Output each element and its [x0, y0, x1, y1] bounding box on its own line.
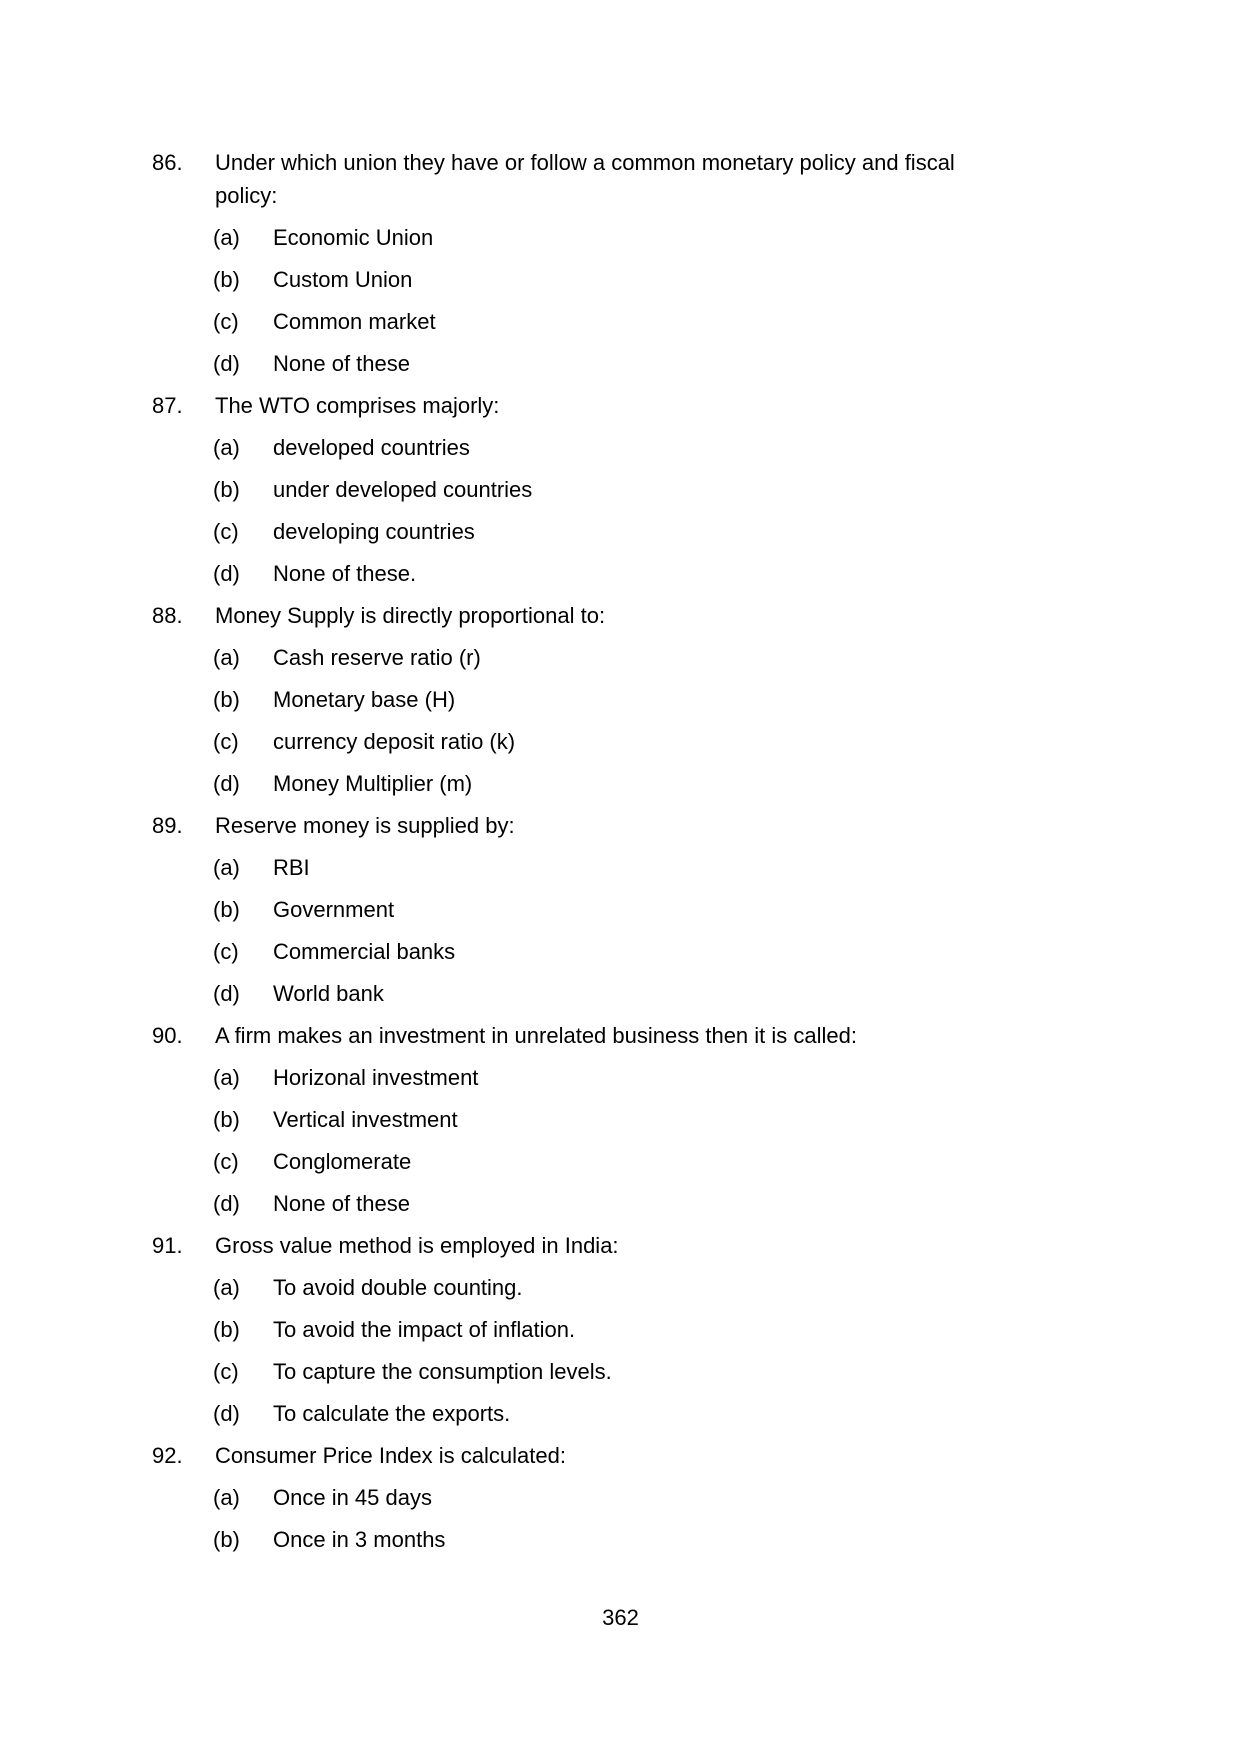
option-label: (b)	[213, 1317, 240, 1342]
option-label: (d)	[213, 981, 240, 1006]
option-row	[213, 305, 1181, 338]
option-text: Custom Union	[273, 267, 413, 292]
option-row	[213, 935, 1181, 968]
question-text: A firm makes an investment in unrelated business then it is called:	[215, 1023, 857, 1048]
question-number: 88.	[152, 603, 183, 628]
option-row	[213, 725, 1181, 758]
option-label: (a)	[213, 1485, 240, 1510]
option-text: currency deposit ratio (k)	[273, 729, 516, 754]
option-text: None of these	[273, 351, 410, 376]
option-row	[213, 1355, 1181, 1388]
option-label: (c)	[213, 939, 239, 964]
option-label: (a)	[213, 225, 240, 250]
option-row	[213, 977, 1181, 1010]
option-row	[213, 1145, 1181, 1178]
option-text: To capture the consumption levels.	[273, 1359, 612, 1384]
option-text: Common market	[273, 309, 436, 334]
option-row	[213, 557, 1181, 590]
option-label: (a)	[213, 435, 240, 460]
option-label: (a)	[213, 645, 240, 670]
option-label: (a)	[213, 1065, 240, 1090]
option-label: (b)	[213, 1527, 240, 1552]
page-footer	[0, 1601, 1241, 1634]
question-item	[152, 389, 1181, 590]
question-text: The WTO comprises majorly:	[215, 393, 500, 418]
option-text: Once in 3 months	[273, 1527, 446, 1552]
option-row	[213, 347, 1181, 380]
question-item	[152, 146, 1181, 380]
option-text: To calculate the exports.	[273, 1401, 511, 1426]
option-text: None of these	[273, 1191, 410, 1216]
option-row	[213, 767, 1181, 800]
option-row	[213, 515, 1181, 548]
question-row	[152, 146, 1181, 212]
option-text: To avoid double counting.	[273, 1275, 523, 1300]
option-label: (d)	[213, 561, 240, 586]
option-label: (d)	[213, 1401, 240, 1426]
question-row	[152, 809, 1181, 842]
option-row	[213, 1523, 1181, 1556]
option-text: None of these.	[273, 561, 417, 586]
question-row	[152, 599, 1181, 632]
option-row	[213, 1481, 1181, 1514]
question-row	[152, 1229, 1181, 1262]
option-text: Government	[273, 897, 395, 922]
option-text: Conglomerate	[273, 1149, 412, 1174]
question-text: Gross value method is employed in India:	[215, 1233, 619, 1258]
option-row	[213, 1061, 1181, 1094]
question-number: 87.	[152, 393, 183, 418]
option-label: (a)	[213, 1275, 240, 1300]
option-label: (c)	[213, 1359, 239, 1384]
option-row	[213, 263, 1181, 296]
option-label: (b)	[213, 897, 240, 922]
option-label: (d)	[213, 1191, 240, 1216]
question-item	[152, 809, 1181, 1010]
question-text: Reserve money is supplied by:	[215, 813, 515, 838]
option-text: World bank	[273, 981, 384, 1006]
option-row	[213, 1187, 1181, 1220]
option-label: (c)	[213, 729, 239, 754]
option-row	[213, 1397, 1181, 1430]
option-text: To avoid the impact of inflation.	[273, 1317, 576, 1342]
option-label: (c)	[213, 309, 239, 334]
question-number: 86.	[152, 150, 183, 175]
question-text: Money Supply is directly proportional to:	[215, 603, 606, 628]
option-text: developing countries	[273, 519, 475, 544]
option-label: (a)	[213, 855, 240, 880]
option-row	[213, 473, 1181, 506]
option-text: Commercial banks	[273, 939, 456, 964]
option-label: (b)	[213, 477, 240, 502]
option-label: (d)	[213, 771, 240, 796]
option-label: (c)	[213, 1149, 239, 1174]
question-text: Consumer Price Index is calculated:	[215, 1443, 566, 1468]
option-label: (c)	[213, 519, 239, 544]
question-item	[152, 1019, 1181, 1220]
option-row	[213, 641, 1181, 674]
question-row	[152, 1019, 1181, 1052]
option-text: Money Multiplier (m)	[273, 771, 473, 796]
option-text: Horizonal investment	[273, 1065, 479, 1090]
option-text: Economic Union	[273, 225, 434, 250]
option-text: RBI	[273, 855, 310, 880]
option-label: (b)	[213, 1107, 240, 1132]
option-text: under developed countries	[273, 477, 533, 502]
option-row	[213, 893, 1181, 926]
option-row	[213, 683, 1181, 716]
option-row	[213, 221, 1181, 254]
option-text: Vertical investment	[273, 1107, 458, 1132]
page-number: 362	[602, 1605, 639, 1630]
question-number: 90.	[152, 1023, 183, 1048]
option-label: (b)	[213, 267, 240, 292]
question-text: Under which union they have or follow a common monetary policy and fiscal policy:	[215, 150, 955, 208]
option-text: Once in 45 days	[273, 1485, 432, 1510]
option-text: Monetary base (H)	[273, 687, 456, 712]
option-row	[213, 851, 1181, 884]
question-item	[152, 1229, 1181, 1430]
question-item	[152, 1439, 1181, 1556]
question-number: 92.	[152, 1443, 183, 1468]
option-row	[213, 431, 1181, 464]
question-number: 89.	[152, 813, 183, 838]
option-text: developed countries	[273, 435, 470, 460]
option-label: (d)	[213, 351, 240, 376]
question-row	[152, 389, 1181, 422]
option-label: (b)	[213, 687, 240, 712]
option-row	[213, 1313, 1181, 1346]
option-text: Cash reserve ratio (r)	[273, 645, 481, 670]
option-row	[213, 1271, 1181, 1304]
option-row	[213, 1103, 1181, 1136]
question-item	[152, 599, 1181, 800]
question-number: 91.	[152, 1233, 183, 1258]
question-row	[152, 1439, 1181, 1472]
